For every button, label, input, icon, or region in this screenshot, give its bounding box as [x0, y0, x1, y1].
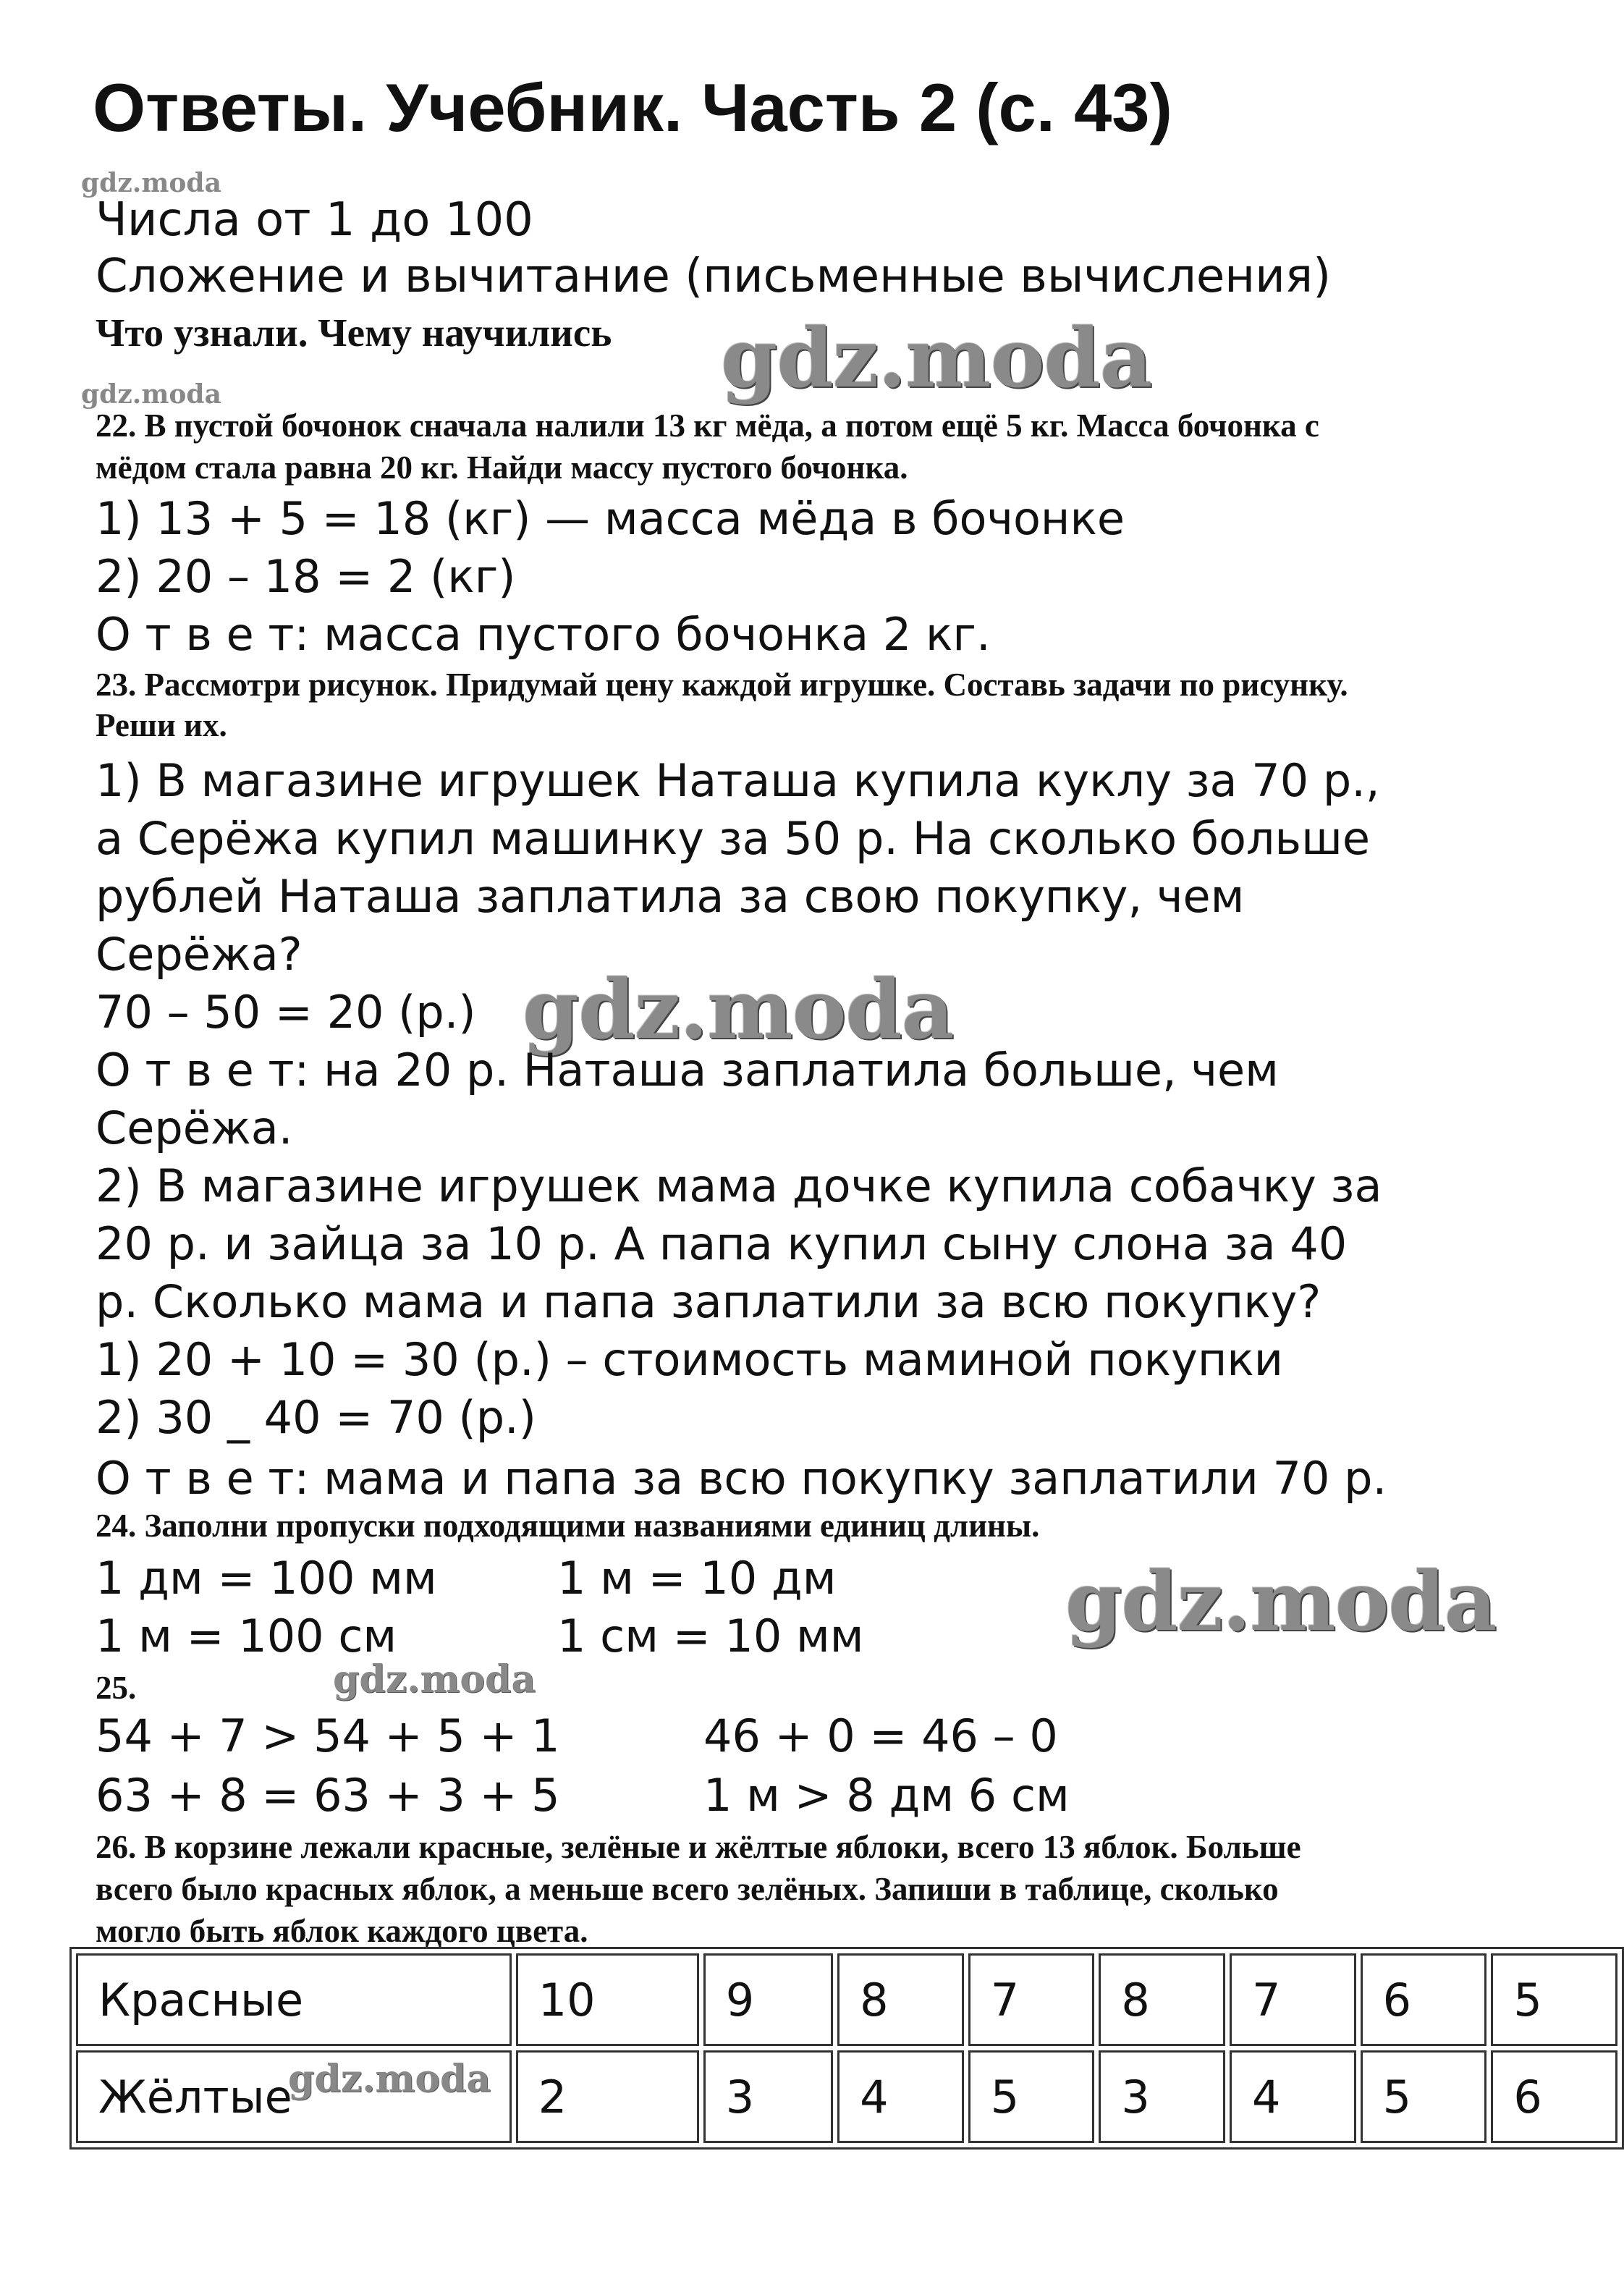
- table-cell: 4: [1230, 2050, 1356, 2143]
- answer-line: 46 + 0 = 46 – 0: [703, 1709, 1058, 1762]
- row-label-text: Жёлтые: [98, 2070, 292, 2123]
- answer-line: 1) В магазине игрушек Наташа купила куклу за 70 р.,: [96, 754, 1380, 807]
- table-row-red: [76, 1953, 1617, 2046]
- answer-line: а Серёжа купил машинку за 50 р. На сколько больше: [96, 812, 1370, 865]
- task-26-text: 26. В корзине лежали красные, зелёные и жёлтые яблоки, всего 13 яблок. Больше: [96, 1829, 1301, 1865]
- table-cell: 5: [1491, 1953, 1617, 2046]
- table-cell: 5: [1361, 2050, 1487, 2143]
- table-cell: 8: [1099, 1953, 1225, 2046]
- watermark: gdz.moda: [288, 2057, 491, 2101]
- answer-line: 54 + 7 > 54 + 5 + 1: [96, 1709, 560, 1762]
- watermark: gdz.moda: [721, 311, 1152, 406]
- row-label-yellow: [76, 2050, 512, 2143]
- watermark: gdz.moda: [81, 379, 221, 410]
- table-cell: 5: [968, 2050, 1095, 2143]
- watermark: gdz.moda: [1065, 1555, 1497, 1649]
- answer-line: О т в е т: на 20 р. Наташа заплатила больше, чем: [96, 1044, 1279, 1096]
- watermark: gdz.moda: [81, 168, 221, 198]
- page-title: Ответы. Учебник. Часть 2 (с. 43): [93, 69, 1172, 145]
- table-cell: 7: [968, 1953, 1095, 2046]
- answer-line: 1 дм = 100 мм: [96, 1552, 437, 1605]
- table-cell: 6: [1491, 2050, 1617, 2143]
- table-row-yellow: [76, 2050, 1617, 2143]
- topic-title: Числа от 1 до 100: [96, 193, 533, 247]
- task-22-text: 22. В пустой бочонок сначала налили 13 кг мёда, а потом ещё 5 кг. Масса бочонка с: [96, 407, 1319, 444]
- row-label-red: Красные: [76, 1953, 512, 2046]
- task-26-text: могло быть яблок каждого цвета.: [96, 1913, 588, 1949]
- watermark: gdz.moda: [523, 963, 954, 1057]
- task-23-text: Реши их.: [96, 707, 227, 743]
- answer-line: рублей Наташа заплатила за свою покупку, чем: [96, 870, 1245, 923]
- answer-line: Серёжа?: [96, 928, 303, 981]
- answer-line: 70 – 50 = 20 (р.): [96, 986, 476, 1039]
- answer-line: 2) В магазине игрушек мама дочке купила собачку за: [96, 1159, 1382, 1212]
- section-title: Что узнали. Чему научились: [96, 310, 612, 355]
- answer-line: 2) 20 – 18 = 2 (кг): [96, 550, 516, 603]
- answer-line: 2) 30 _ 40 = 70 (р.): [96, 1391, 536, 1444]
- answer-line: р. Сколько мама и папа заплатили за всю покупку?: [96, 1275, 1321, 1328]
- watermark: gdz.moda: [333, 1657, 536, 1702]
- task-22-text: мёдом стала равна 20 кг. Найди массу пустого бочонка.: [96, 449, 908, 486]
- apples-table: [69, 1947, 1624, 2150]
- table-cell: 6: [1361, 1953, 1487, 2046]
- answer-line: 63 + 8 = 63 + 3 + 5: [96, 1769, 560, 1822]
- answer-line: 1 см = 10 мм: [557, 1610, 864, 1662]
- table-cell: 3: [703, 2050, 833, 2143]
- table-cell: 4: [837, 2050, 964, 2143]
- answer-line: 1 м > 8 дм 6 см: [703, 1769, 1070, 1822]
- task-26-text: всего было красных яблок, а меньше всего зелёных. Запиши в таблице, сколько: [96, 1871, 1279, 1907]
- task-24-text: 24. Заполни пропуски подходящими названиями единиц длины.: [96, 1508, 1040, 1544]
- answer-line: 20 р. и зайца за 10 р. А папа купил сыну слона за 40: [96, 1217, 1348, 1270]
- task-25-label: 25.: [96, 1670, 137, 1706]
- answer-line: 1) 20 + 10 = 30 (р.) – стоимость маминой покупки: [96, 1333, 1284, 1386]
- topic-subtitle: Сложение и вычитание (письменные вычисления): [96, 250, 1332, 303]
- answer-line: О т в е т: масса пустого бочонка 2 кг.: [96, 608, 991, 661]
- table-cell: 8: [837, 1953, 964, 2046]
- table-cell: 2: [516, 2050, 699, 2143]
- answer-line: Серёжа.: [96, 1102, 293, 1154]
- answer-line: О т в е т: мама и папа за всю покупку заплатили 70 р.: [96, 1452, 1387, 1505]
- task-23-text: 23. Рассмотри рисунок. Придумай цену каждой игрушке. Составь задачи по рисунку.: [96, 667, 1348, 703]
- table-cell: 10: [516, 1953, 699, 2046]
- answer-line: 1) 13 + 5 = 18 (кг) — масса мёда в бочонке: [96, 492, 1125, 545]
- table-cell: 3: [1099, 2050, 1225, 2143]
- answer-line: 1 м = 10 дм: [557, 1552, 837, 1605]
- table-cell: 9: [703, 1953, 833, 2046]
- answer-line: 1 м = 100 см: [96, 1610, 397, 1662]
- table-cell: 7: [1230, 1953, 1356, 2046]
